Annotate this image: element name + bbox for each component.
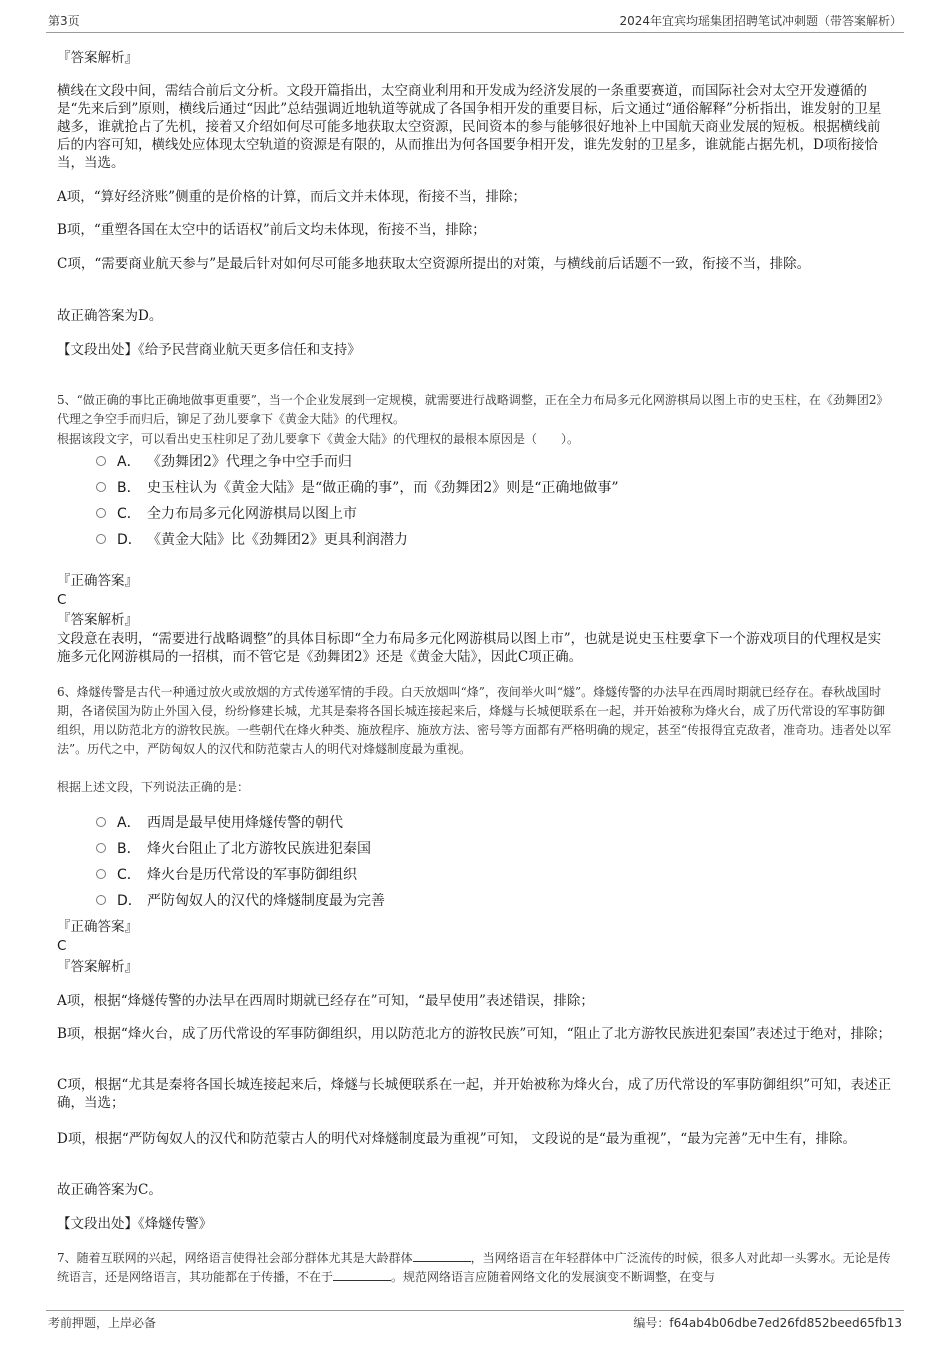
footer-slogan: 考前押题，上岸必备 bbox=[48, 1316, 157, 1330]
q5-analysis: 文段意在表明，“需要进行战略调整”的具体目标即“全力布局多元化网游棋局以图上市”，也就是说史玉柱要拿下一个游戏项目的代理权是实施多元化网游棋局的一招棋，而不管它是《劲舞团2》还是《黄金大陆》，因此C项正确。 bbox=[57, 631, 882, 665]
q5-answer-heading: 『正确答案』 bbox=[57, 573, 138, 589]
q6-option-d[interactable] bbox=[96, 891, 876, 911]
q6-answer-heading: 『正确答案』 bbox=[57, 919, 138, 935]
header-divider bbox=[46, 32, 904, 33]
footer-divider bbox=[46, 1310, 904, 1311]
option-letter: D． bbox=[117, 532, 142, 548]
option-letter: C． bbox=[117, 506, 141, 522]
q5-answer: C bbox=[57, 592, 67, 608]
radio-icon[interactable] bbox=[96, 817, 106, 827]
option-text: 西周是最早使用烽燧传警的朝代 bbox=[147, 815, 343, 831]
q4-analysis-b: B项，“重塑各国在太空中的话语权”前后文均未体现，衔接不当，排除； bbox=[57, 222, 486, 238]
q6-source: 【文段出处】《烽燧传警》 bbox=[57, 1216, 213, 1232]
radio-icon[interactable] bbox=[96, 534, 106, 544]
radio-icon[interactable] bbox=[96, 895, 106, 905]
q6-option-b[interactable] bbox=[96, 839, 876, 859]
q4-analysis-main: 横线在文段中间，需结合前后文分析。文段开篇指出，太空商业利用和开发成为经济发展的一条重要赛道，而国际社会对太空开发遵循的是“先来后到”原则，横线后通过“因此”总结强调近地轨道等就成了各国争相开发的重要目标，后文通过“通俗解释”分析指出，谁发射的卫星越多，谁就抢占了先机，接着又介绍如何尽可能多地获取太空资源，民间资本的参与能够很好地补上中国航天商业发展的短板。根据横线前后的内容可知，横线处应体现太空轨道的资源是有限的，从而推出为何各国要争相开发，谁先发射的卫星多，谁就能占据先机，D项衔接恰当，当选。 bbox=[57, 83, 882, 171]
q4-analysis-c: C项，“需要商业航天参与”是最后针对如何尽可能多地获取太空资源所提出的对策，与横线前后话题不一致，衔接不当，排除。 bbox=[57, 256, 811, 272]
q6-analysis-a: A项，根据“烽燧传警的办法早在西周时期就已经存在”可知，“最早使用”表述错误，排除； bbox=[57, 993, 594, 1009]
q5-option-a[interactable] bbox=[96, 452, 876, 472]
radio-icon[interactable] bbox=[96, 482, 106, 492]
q6-answer: C bbox=[57, 938, 67, 954]
q6-conclusion: 故正确答案为C。 bbox=[57, 1182, 162, 1198]
page-number: 第3页 bbox=[48, 14, 80, 28]
option-letter: A． bbox=[117, 815, 141, 831]
page-footer bbox=[48, 1314, 902, 1334]
option-text: 史玉柱认为《黄金大陆》是“做正确的事”，而《劲舞团2》则是“正确地做事” bbox=[147, 480, 619, 496]
page-header bbox=[48, 12, 902, 32]
q4-conclusion: 故正确答案为D。 bbox=[57, 308, 163, 324]
option-text: 《黄金大陆》比《劲舞团2》更具利润潜力 bbox=[147, 532, 408, 548]
radio-icon[interactable] bbox=[96, 508, 106, 518]
q5-option-d[interactable] bbox=[96, 530, 876, 550]
q5-question: 根据该段文字，可以看出史玉柱卯足了劲儿要拿下《黄金大陆》的代理权的最根本原因是（ ）。 bbox=[57, 432, 580, 446]
radio-icon[interactable] bbox=[96, 843, 106, 853]
q6-option-a[interactable] bbox=[96, 813, 876, 833]
radio-icon[interactable] bbox=[96, 456, 106, 466]
document-title: 2024年宜宾均瑶集团招聘笔试冲刺题（带答案解析） bbox=[619, 14, 902, 28]
q6-option-c[interactable] bbox=[96, 865, 876, 885]
option-letter: B． bbox=[117, 841, 141, 857]
q5-option-c[interactable] bbox=[96, 504, 876, 524]
q5-analysis-heading: 『答案解析』 bbox=[57, 612, 138, 628]
q6-analysis-c: C项，根据“尤其是秦将各国长城连接起来后，烽燧与长城便联系在一起，并开始被称为烽火台，成了历代常设的军事防御组织”可知，表述正确，当选； bbox=[57, 1077, 892, 1111]
fill-blank[interactable] bbox=[333, 1268, 391, 1281]
q7-stem bbox=[57, 1249, 893, 1287]
option-letter: D． bbox=[117, 893, 142, 909]
q4-analysis-a: A项，“算好经济账”侧重的是价格的计算，而后文并未体现，衔接不当，排除； bbox=[57, 189, 527, 205]
q7-stem-part: 7、随着互联网的兴起，网络语言使得社会部分群体尤其是大龄群体 bbox=[57, 1251, 413, 1265]
q5-option-b[interactable] bbox=[96, 478, 876, 498]
option-letter: C． bbox=[117, 867, 141, 883]
option-text: 《劲舞团2》代理之争中空手而归 bbox=[147, 454, 352, 470]
q6-analysis-b: B项，根据“烽火台，成了历代常设的军事防御组织，用以防范北方的游牧民族”可知，“阻止了北方游牧民族进犯秦国”表述过于绝对，排除； bbox=[57, 1026, 892, 1042]
option-text: 烽火台阻止了北方游牧民族进犯秦国 bbox=[147, 841, 371, 857]
q6-analysis-heading: 『答案解析』 bbox=[57, 959, 138, 975]
q6-analysis-d: D项，根据“严防匈奴人的汉代和防范蒙古人的明代对烽燧制度最为重视”可知， 文段说的是“最为重视”，“最为完善”无中生有，排除。 bbox=[57, 1131, 857, 1147]
q7-stem-part: 。规范网络语言应随着网络文化的发展演变不断调整，在变与 bbox=[391, 1270, 716, 1284]
q6-question: 根据上述文段，下列说法正确的是： bbox=[57, 780, 250, 794]
q4-source: 【文段出处】《给予民营商业航天更多信任和支持》 bbox=[57, 342, 361, 358]
option-text: 严防匈奴人的汉代的烽燧制度最为完善 bbox=[147, 893, 385, 909]
option-text: 烽火台是历代常设的军事防御组织 bbox=[147, 867, 357, 883]
q5-stem: 5、“做正确的事比正确地做事更重要”，当一个企业发展到一定规模，就需要进行战略调整，正在全力布局多元化网游棋局以图上市的史玉柱，在《劲舞团2》代理之争空手而归后，铆足了劲儿要拿下《黄金大陆》的代理权。 bbox=[57, 393, 889, 426]
option-letter: B． bbox=[117, 480, 141, 496]
document-code: 编号：f64ab4b06dbe7ed26fd852beed65fb13 bbox=[633, 1316, 902, 1330]
radio-icon[interactable] bbox=[96, 869, 106, 879]
option-letter: A． bbox=[117, 454, 141, 470]
option-text: 全力布局多元化网游棋局以图上市 bbox=[147, 506, 357, 522]
q6-stem: 6、烽燧传警是古代一种通过放火或放烟的方式传递军情的手段。白天放烟叫“烽”，夜间举火叫“燧”。烽燧传警的办法早在西周时期就已经存在。春秋战国时期，各诸侯国为防止外国入侵，纷纷修建长城，尤其是秦将各国长城连接起来后，烽燧与长城便联系在一起，并开始被称为烽火台，成了历代常设的军事防御组织，用以防范北方的游牧民族。一些朝代在烽火种类、施放程序、施放方法、密号等方面都有严格明确的规定，甚至“传报得宜克敌者，准奇功。违者处以军法”。历代之中，严防匈奴人的汉代和防范蒙古人的明代对烽燧制度最为重视。 bbox=[57, 685, 892, 756]
fill-blank[interactable] bbox=[413, 1249, 471, 1262]
q4-analysis-heading: 『答案解析』 bbox=[57, 50, 138, 66]
q7-stem-part: ，当网络语言在年轻群体中广泛流传的时候，很多人对此却一头雾水。无论是传统语言，还是网络语言，其功能都在于传播，不在于 bbox=[57, 1251, 891, 1284]
